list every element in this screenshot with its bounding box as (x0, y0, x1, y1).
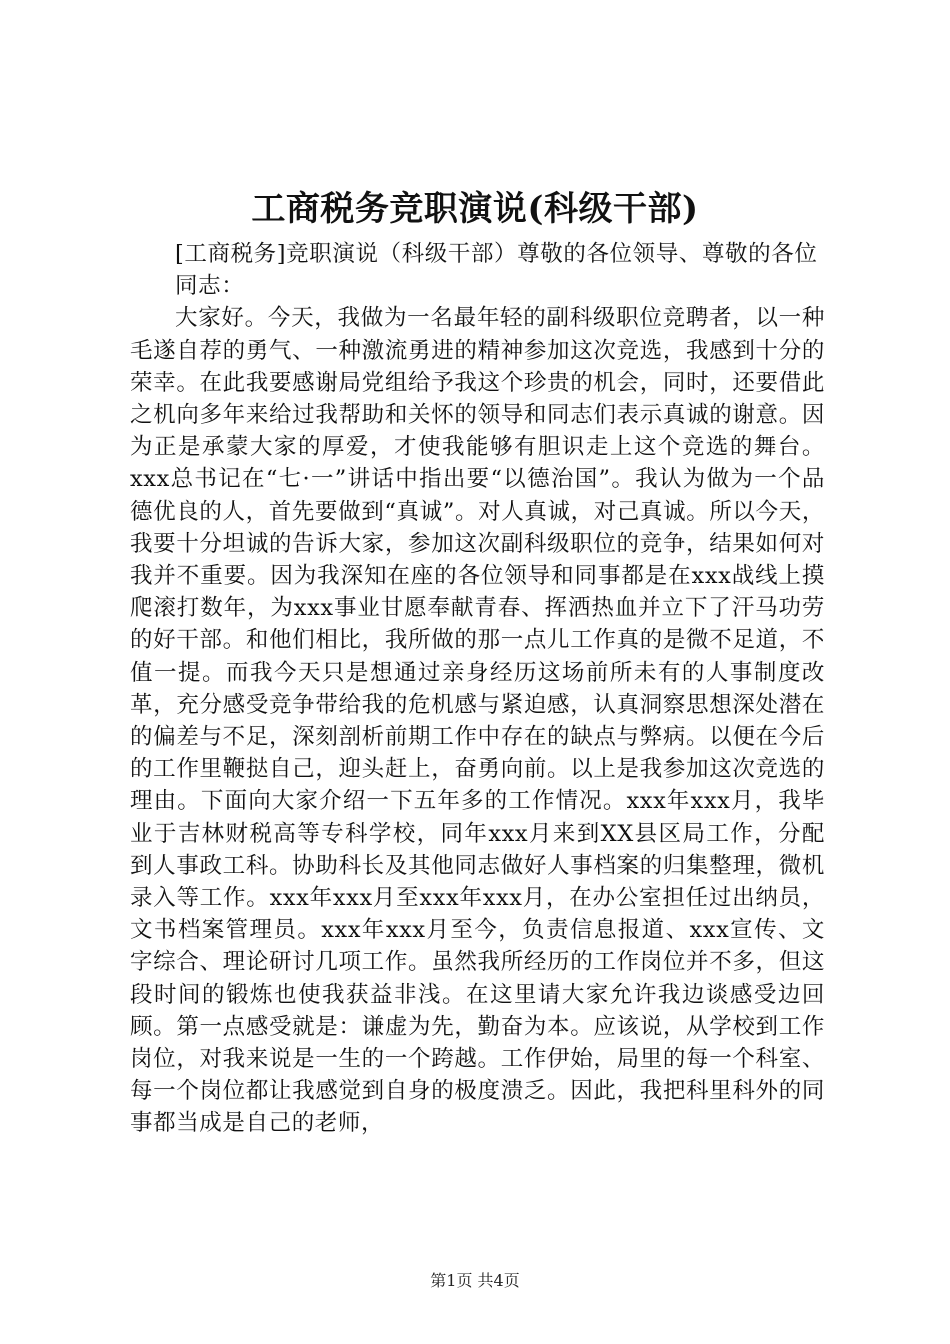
paragraph-greeting: [工商税务]竞职演说（科级干部）尊敬的各位领导、尊敬的各位 (175, 241, 818, 267)
page-footer: 第1页 共4页 (430, 1271, 520, 1290)
document-title: 工商税务竞职演说(科级干部) (251, 189, 699, 229)
paragraph-main: 大家好。今天，我做为一名最年轻的副科级职位竞聘者，以一种毛遂自荐的勇气、一种激流勇进的精神参加这次竞选，我感到十分的荣幸。在此我要感谢局党组给予我这个珍贵的机会，同时，还要借此之机向多年来给过我帮助和关怀的领导和同志们表示真诚的谢意。因为正是承蒙大家的厚爱，才使我能够有胆识走上这个竞选的舞台。xxx总书记在“七·一”讲话中指出要“以德治国”。我认为做为一个品德优良的人，首先要做到“真诚”。对人真诚，对己真诚。所以今天，我要十分坦诚的告诉大家，参加这次副科级职位的竞争，结果如何对我并不重要。因为我深知在座的各位领导和同事都是在xxx战线上摸爬滚打数年，为xxx事业甘愿奉献青春、挥洒热血并立下了汗马功劳的好干部。和他们相比，我所做的那一点儿工作真的是微不足道，不值一提。而我今天只是想通过亲身经历这场前所未有的人事制度改革，充分感受竞争带给我的危机感与紧迫感，认真洞察思想深处潜在的偏差与不足，深刻剖析前期工作中存在的缺点与弊病。以便在今后的工作里鞭挞自己，迎头赶上，奋勇向前。以上是我参加这次竞选的理由。下面向大家介绍一下五年多的工作情况。xxx年xxx月，我毕业于吉林财税高等专科学校，同年xxx月来到XX县区局工作，分配到人事政工科。协助科长及其他同志做好人事档案的归集整理，微机录入等工作。xxx年xxx月至xxx年xxx月，在办公室担任过出纳员，文书档案管理员。xxx年xxx月至今，负责信息报道、xxx宣传、文字综合、理论研讨几项工作。虽然我所经历的工作岗位并不多，但这段时间的锻炼也使我获益非浅。在这里请大家允许我边谈感受边回顾。第一点感受就是：谦虚为先，勤奋为本。应该说，从学校到工作岗位，对我来说是一生的一个跨越。工作伊始，局里的每一个科室、每一个岗位都让我感觉到自身的极度溃乏。因此，我把科里科外的同事都当成是自己的老师， (130, 305, 825, 1137)
document-body (130, 238, 825, 1140)
paragraph-salutation: 同志： (175, 273, 245, 300)
